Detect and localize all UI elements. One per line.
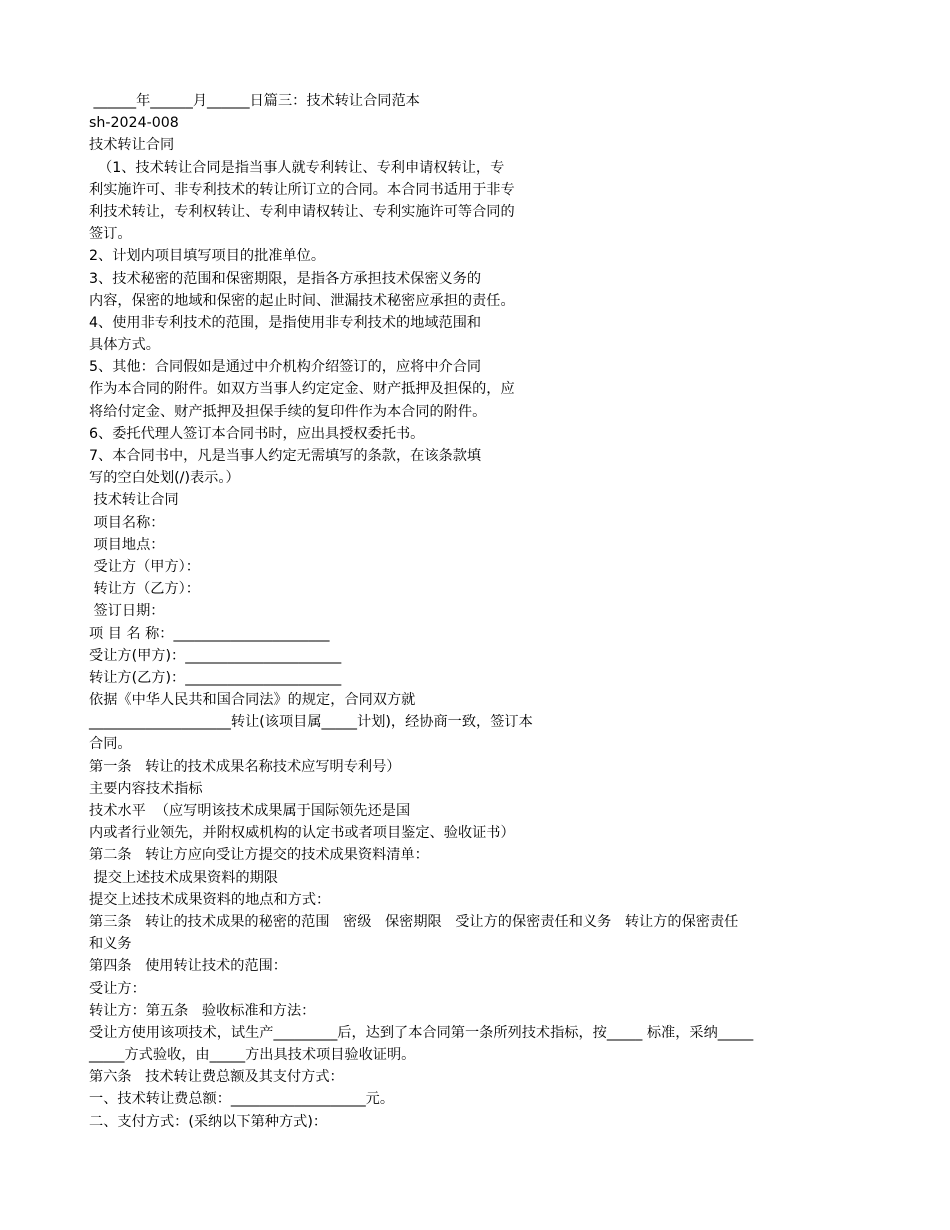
document-body [89, 90, 869, 1133]
cover-title: 技术转让合同 [89, 492, 179, 509]
note-line: 5、其他：合同假如是通过中介机构介绍签订的，应将中介合同 [89, 359, 482, 376]
document-number: sh-2024-008 [89, 115, 179, 132]
form-field-project-name: 项 目 名 称：______________________ [89, 625, 330, 642]
cover-field-sign-date: 签订日期： [89, 603, 165, 620]
note-line: 利技术转让，专利权转让、专利申请权转让、专利实施许可等合同的 [89, 203, 515, 220]
cover-field-project-name: 项目名称： [89, 514, 165, 531]
article-1-line: 技术水平 （应写明该技术成果属于国际领先还是国 [89, 803, 411, 819]
note-line: 4、使用非专利技术的范围，是指使用非专利技术的地域范围和 [89, 314, 482, 331]
article-2-line: 提交上述技术成果资料的期限 [89, 869, 278, 886]
note-line: （1、技术转让合同是指当事人就专利转让、专利申请权转让，专 [89, 159, 505, 176]
contract-heading: 技术转让合同 [89, 137, 175, 154]
cover-field-transferor: 转让方（乙方）： [89, 581, 200, 598]
note-line: 签订。 [89, 226, 132, 243]
preamble-line: 依据《中华人民共和国合同法》的规定，合同双方就 [89, 692, 416, 709]
note-line: 3、技术秘密的范围和保密期限，是指各方承担技术保密义务的 [89, 270, 482, 287]
preamble-line: 合同。 [89, 736, 132, 753]
note-line: 7、本合同书中，凡是当事人约定无需填写的条款，在该条款填 [89, 448, 482, 464]
preamble-line: ____________________转让(该项目属_____计划)，经协商一致，签订本 [89, 714, 533, 731]
article-4: 第四条 使用转让技术的范围： [89, 958, 287, 975]
article-1: 第一条 转让的技术成果名称技术应写明专利号） [89, 758, 401, 775]
note-line: 内容，保密的地域和保密的起止时间、泄漏技术秘密应承担的责任。 [89, 292, 515, 309]
article-3: 第三条 转让的技术成果的秘密的范围 密级 保密期限 受让方的保密责任和义务 转让方的保密责任 [89, 913, 739, 930]
article-6-payment-method: 二、支付方式：(采纳以下第种方式)： [89, 1113, 328, 1130]
note-line: 作为本合同的附件。如双方当事人约定定金、财产抵押及担保的，应 [89, 381, 515, 398]
note-line: 具体方式。 [89, 337, 160, 354]
date-title-line: ______年______月______日篇三：技术转让合同范本 [89, 93, 420, 109]
note-line: 将给付定金、财产抵押及担保手续的复印件作为本合同的附件。 [89, 403, 487, 420]
note-line: 2、计划内项目填写项目的批准单位。 [89, 248, 326, 265]
article-4-line: 受让方： [89, 980, 146, 997]
article-2-line: 提交上述技术成果资料的地点和方式： [89, 891, 331, 908]
article-1-line: 主要内容技术指标 [89, 780, 203, 797]
article-5: 转让方：第五条 验收标准和方法： [89, 1002, 316, 1019]
cover-field-project-location: 项目地点： [89, 536, 165, 553]
note-line: 写的空白处划(/)表示。） [89, 470, 240, 487]
cover-field-transferee: 受让方（甲方）： [89, 558, 200, 575]
article-1-line: 内或者行业领先，并附权威机构的认定书或者项目鉴定、验收证书） [89, 825, 515, 842]
form-field-transferor: 转让方(乙方)：______________________ [89, 669, 342, 686]
article-6-fee-total: 一、技术转让费总额：___________________元。 [89, 1091, 395, 1108]
article-5-line: _____方式验收，由_____方出具技术项目验收证明。 [89, 1047, 416, 1064]
article-3-line: 和义务 [89, 936, 132, 953]
article-6: 第六条 技术转让费总额及其支付方式： [89, 1069, 344, 1086]
form-field-transferee: 受让方(甲方)：______________________ [89, 647, 342, 664]
note-line: 6、委托代理人签订本合同书时，应出具授权委托书。 [89, 425, 425, 442]
note-line: 利实施许可、非专利技术的转让所订立的合同。本合同书适用于非专 [89, 181, 515, 198]
article-2: 第二条 转让方应向受让方提交的技术成果资料清单： [89, 847, 429, 864]
article-5-line: 受让方使用该项技术，试生产_________后，达到了本合同第一条所列技术指标，按_____ 标准，采纳_____ [89, 1024, 754, 1041]
